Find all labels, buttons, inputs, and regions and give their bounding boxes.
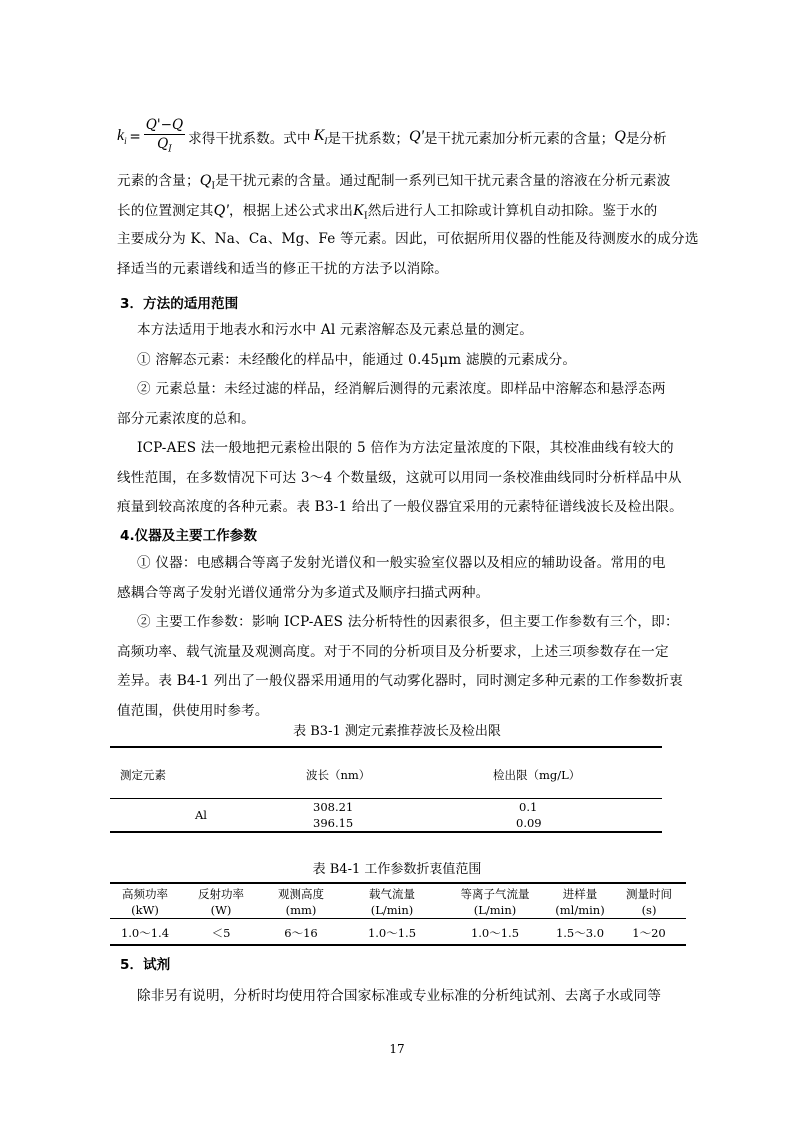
table-header-cell: 测量时间 (s) [626, 887, 672, 917]
text-line: ② 元素总量：未经过滤的样品，经消解后测得的元素浓度。即样品中溶解态和悬浮态两 [137, 381, 666, 397]
text-line: 元素的含量；$Q_I$是干扰元素的含量。通过配制一系列已知干扰元素含量的溶液在分析元素波 [117, 172, 671, 192]
text-line: 除非另有说明，分析时均使用符合国家标准或专业标准的分析纯试剂、去离子水或同等 [137, 988, 662, 1004]
text-line: 本方法适用于地表水和污水中 Al 元素溶解态及元素总量的测定。 [137, 322, 534, 338]
table-header-rule [110, 798, 662, 799]
table-header-cell: 高频功率 (kW) [122, 887, 168, 917]
table-header-cell: 测定元素 [120, 768, 166, 782]
table-header-rule [110, 918, 686, 919]
table-cell: 1.0～1.5 [367, 926, 417, 940]
text-line: ② 主要工作参数：影响 ICP-AES 法分析特性的因素很多，但主要工作参数有三个，即： [137, 614, 679, 630]
formula-denominator: $Q_I$ [157, 135, 172, 155]
formula-text-3: 是干扰元素加分析元素的含量； [423, 131, 615, 147]
table-cell: 308.21 [313, 800, 354, 814]
table-cell: 1.0～1.4 [120, 926, 170, 940]
table-cell: 0.1 [519, 800, 538, 814]
table-header-cell: 载气流量 (L/min) [369, 887, 415, 917]
table-header-cell: 波长（nm） [306, 768, 371, 782]
formula-fraction [144, 116, 185, 159]
formula-numerator: Q'−Q [145, 116, 184, 133]
section-heading-4: 4.仪器及主要工作参数 [120, 528, 257, 544]
table-header-cell: 观测高度 (mm) [278, 887, 324, 917]
formula-text-1: 求得干扰系数。式中 [188, 131, 311, 147]
table-top-rule [110, 882, 686, 884]
table-top-rule [110, 746, 662, 748]
paragraph-interference [117, 166, 698, 284]
formula-text-4: 是分析 [625, 131, 667, 147]
text-line: 部分元素浓度的总和。 [117, 410, 255, 427]
table-cell-element: Al [195, 808, 207, 822]
table-bottom-rule [110, 944, 686, 946]
text-line: 值范围，供使用时参考。 [117, 702, 269, 719]
table-bottom-rule [110, 831, 662, 833]
section-heading-5: 5．试剂 [120, 957, 171, 973]
formula-q: Q [614, 128, 626, 145]
formula-line: $k_i$ = $\frac{Q'-Q}{Q_I}$ 求得干扰系数。式中 $K_I$ 是干扰系数； Q' 是干扰元素加分析元素的含量； Q 是分析 [117, 116, 667, 158]
formula-k: $K_I$ [313, 127, 328, 147]
text-line: 差异。表 B4-1 列出了一般仪器采用通用的气动雾化器时，同时测定多种元素的工作参数折衷 [117, 673, 683, 689]
table-cell: 0.09 [516, 816, 542, 830]
section-heading-3: 3．方法的适用范围 [120, 296, 239, 312]
paragraph-scope [117, 316, 698, 523]
text-line: 主要成分为 K、Na、Ca、Mg、Fe 等元素。因此，可依据所用仪器的性能及待测废水的成分选 [117, 231, 699, 247]
page-number: 17 [389, 1042, 405, 1056]
table-caption-b4-1: 表 B4-1 工作参数折衷值范围 [312, 862, 482, 877]
table-header-cell: 进样量 (ml/min) [555, 887, 605, 917]
text-line: 感耦合等离子发射光谱仪通常分为多道式及顺序扫描式两种。 [117, 584, 490, 601]
text-line: 高频功率、载气流量及观测高度。对于不同的分析项目及分析要求，上述三项参数存在一定 [117, 643, 669, 660]
table-cell: 396.15 [313, 816, 354, 830]
table-header-cell: 等离子气流量 (L/min) [460, 887, 530, 917]
text-line: ① 仪器：电感耦合等离子发射光谱仪和一般实验室仪器以及相应的辅助设备。常用的电 [137, 555, 666, 571]
formula-qprime: Q' [408, 128, 424, 145]
formula-lhs: $k_i$ [117, 127, 127, 147]
table-header-cell: 检出限（mg/L） [493, 768, 581, 782]
text-line: 择适当的元素谱线和适当的修正干扰的方法予以消除。 [117, 260, 449, 277]
text-line: ICP-AES 法一般地把元素检出限的 5 倍作为方法定量浓度的下限，其校准曲线有较大的 [137, 440, 674, 456]
text-line: 长的位置测定其Q'，根据上述公式求出$K_I$然后进行人工扣除或计算机自动扣除。鉴于水的 [117, 201, 658, 222]
text-line: 痕量到较高浓度的各种元素。表 B3-1 给出了一般仪器宜采用的元素特征谱线波长及检出限。 [117, 499, 683, 515]
table-caption-b3-1: 表 B3-1 测定元素推荐波长及检出限 [293, 724, 501, 739]
formula-text-2: 是干扰系数； [327, 131, 409, 147]
table-cell: 1～20 [632, 926, 666, 940]
table-cell: 1.5～3.0 [555, 926, 605, 940]
table-cell: ＜5 [211, 926, 231, 940]
paragraph-instrument [117, 549, 698, 726]
paragraph-reagents [117, 982, 698, 1012]
table-header-cell: 反射功率 (W) [198, 887, 244, 917]
text-line: 线性范围，在多数情况下可达 3～4 个数量级，这就可以用同一条校准曲线同时分析样品中从 [117, 469, 682, 486]
text-line: ① 溶解态元素：未经酸化的样品中，能通过 0.45μm 滤膜的元素成分。 [137, 351, 577, 368]
table-cell: 1.0～1.5 [470, 926, 520, 940]
table-cell: 6～16 [284, 926, 318, 940]
